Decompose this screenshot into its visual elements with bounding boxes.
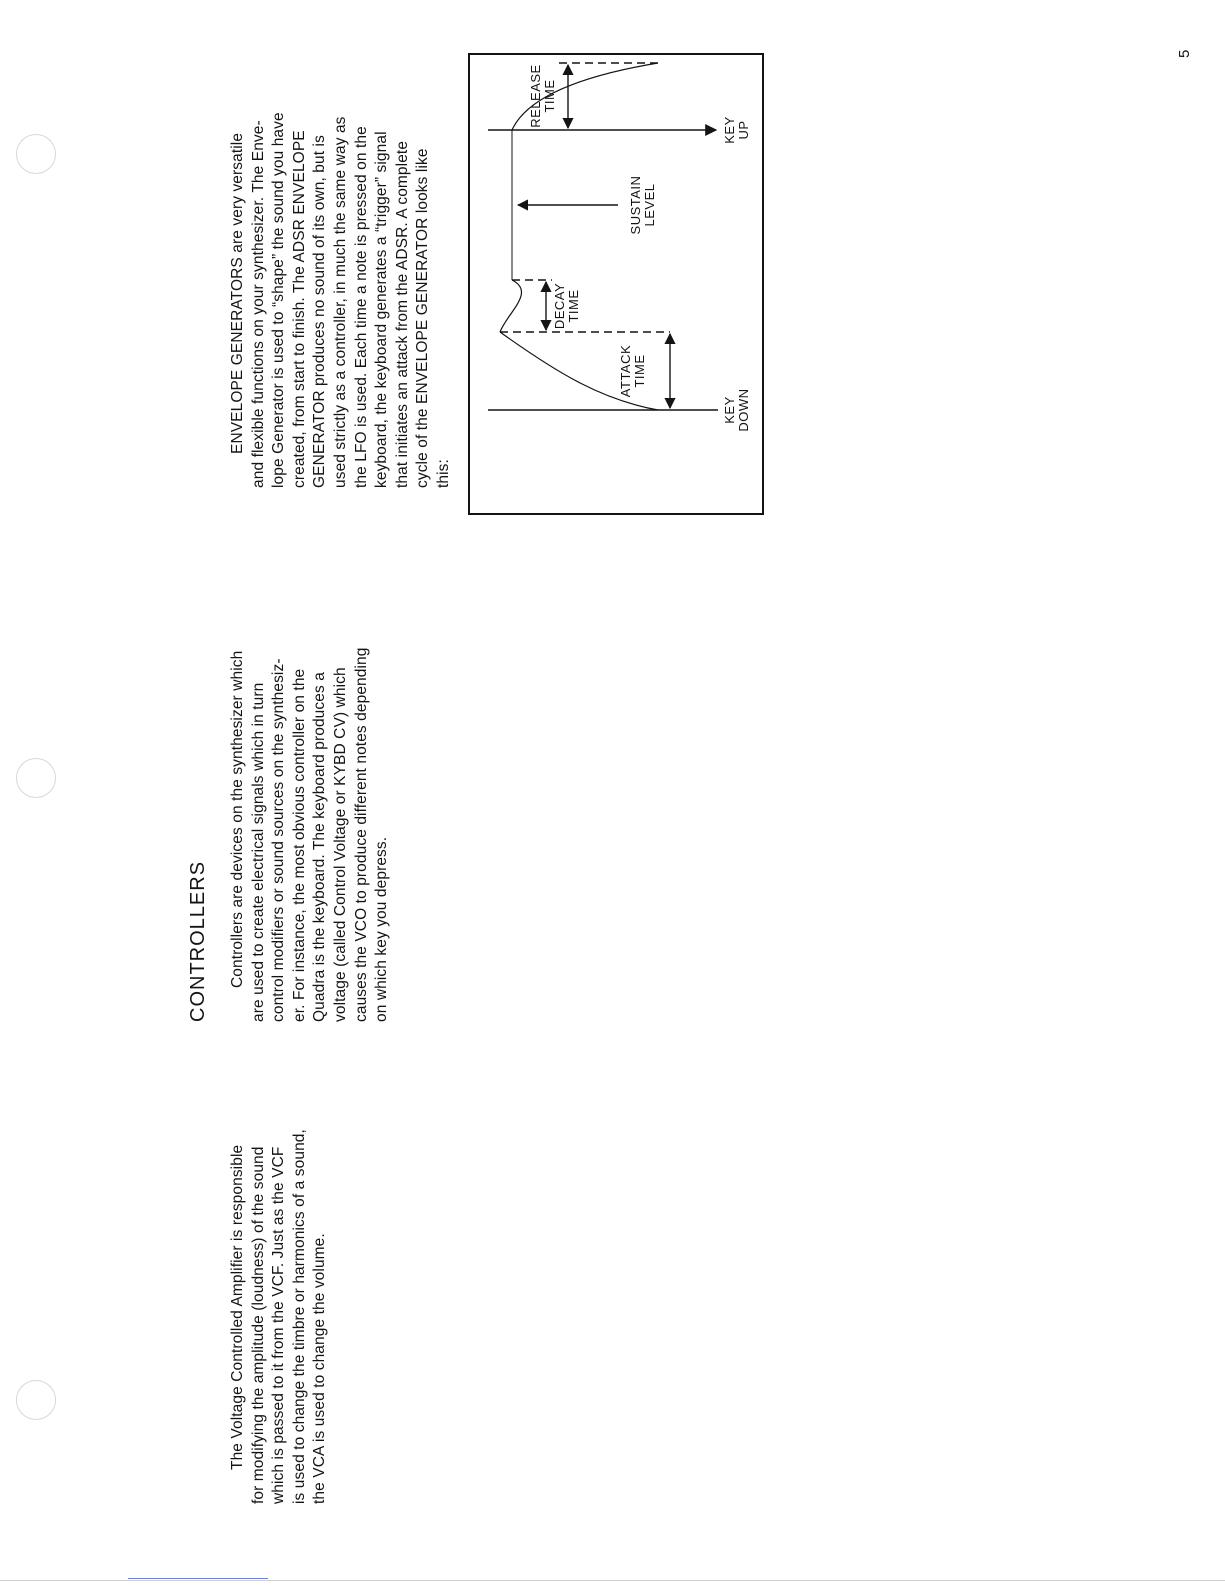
controllers-line: er. For instance, the most obvious controller on the bbox=[290, 668, 308, 1022]
vca-line: is used to change the timbre or harmonics of a sound, bbox=[290, 1129, 308, 1504]
controllers-line: on which key you depress. bbox=[373, 836, 391, 1022]
vca-paragraph bbox=[228, 1129, 331, 1504]
controllers-line: control modifiers or sound sources on the synthesiz- bbox=[270, 658, 288, 1022]
key-down-label: KEYDOWN bbox=[722, 388, 751, 432]
controllers-line: voltage (called Control Voltage or KYBD CV) which bbox=[331, 667, 349, 1022]
vca-line: which is passed to it from the VCF. Just as the VCF bbox=[270, 1146, 288, 1504]
envelope-line: created, from start to finish. The ADSR ENVELOPE bbox=[290, 130, 308, 488]
controllers-paragraph bbox=[228, 648, 393, 1022]
envelope-line: this: bbox=[434, 459, 452, 488]
envelope-line: the LFO is used. Each time a note is pressed on the bbox=[352, 126, 370, 488]
controllers-line: Controllers are devices on the synthesizer which bbox=[229, 650, 246, 988]
vca-line: The Voltage Controlled Amplifier is responsible bbox=[229, 1144, 246, 1470]
adsr-envelope-diagram bbox=[468, 45, 778, 515]
release-time-label: RELEASETIME bbox=[528, 64, 557, 128]
page-number: 5 bbox=[1176, 49, 1193, 58]
controllers-line: are used to create electrical signals which in turn bbox=[249, 682, 267, 1022]
envelope-line: that initiates an attack from the ADSR. A complete bbox=[393, 140, 411, 488]
envelope-line: lope Generator is used to “shape” the sound you have bbox=[270, 112, 288, 488]
vca-line: for modifying the amplitude (loudness) of the sound bbox=[249, 1146, 267, 1504]
vca-line: the VCA is used to change the volume. bbox=[311, 1233, 329, 1504]
envelope-line: GENERATOR produces no sound of its own, but is bbox=[311, 135, 329, 488]
controllers-heading: CONTROLLERS bbox=[187, 860, 209, 1022]
envelope-line: used strictly as a controller, in much the same way as bbox=[331, 116, 349, 488]
attack-time-label: ATTACKTIME bbox=[618, 344, 647, 398]
key-up-label: KEYUP bbox=[722, 116, 751, 144]
controllers-line: Quadra is the keyboard. The keyboard produces a bbox=[311, 672, 329, 1022]
envelope-line: and flexible functions on your synthesizer. The Enve- bbox=[249, 120, 267, 488]
diagram-border bbox=[469, 54, 763, 514]
decay-curve bbox=[500, 280, 522, 332]
sustain-level-label: SUSTAINLEVEL bbox=[628, 175, 657, 235]
envelope-line: ENVELOPE GENERATORS are very versatile bbox=[229, 132, 246, 454]
envelope-line: keyboard, the keyboard generates a “trigger” signal bbox=[373, 131, 391, 488]
envelope-line: cycle of the ENVELOPE GENERATOR looks like bbox=[414, 148, 432, 488]
envelope-paragraph bbox=[228, 112, 455, 488]
controllers-line: causes the VCO to produce different notes depending bbox=[352, 647, 370, 1022]
decay-time-label: DECAYTIME bbox=[552, 282, 581, 330]
